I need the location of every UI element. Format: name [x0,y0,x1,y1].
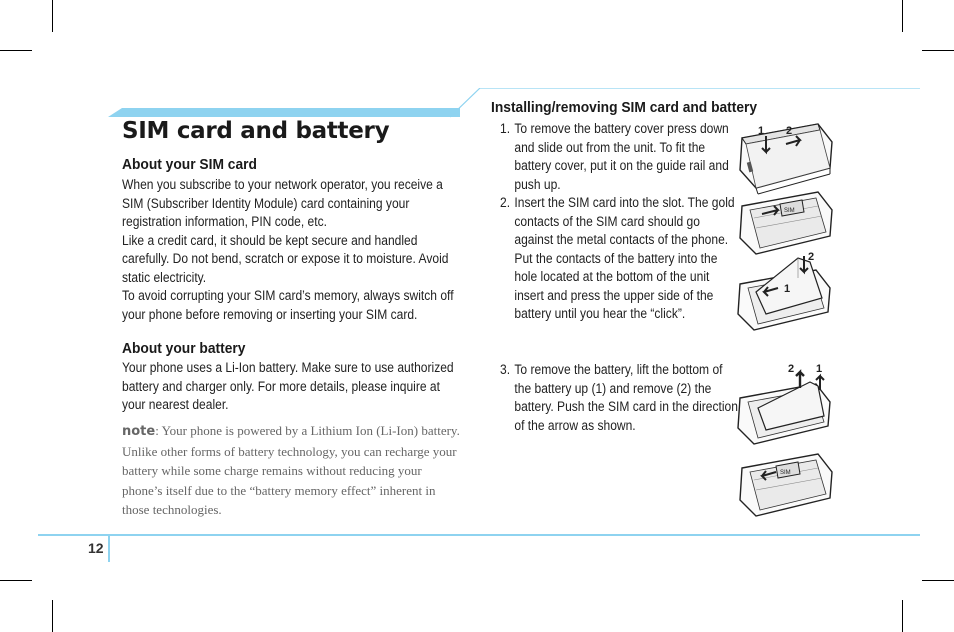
illustration-battery-removal [736,360,836,448]
header-band-left [108,108,460,117]
illustration-cover-removal [736,118,836,196]
phone-device-icon [740,454,832,516]
step-3 [500,361,739,435]
illustration-sim-removal [736,450,836,520]
about-sim-paragraph: Like a credit card, it should be kept secure and handled carefully. Do not bend, scratch or expose it to moisture. Avoid static electricity. [122,232,449,285]
note-block [122,421,462,520]
illustration-battery-insert [736,248,836,334]
crop-mark [922,580,954,581]
installing-heading: Installing/removing SIM card and battery [491,99,758,116]
about-sim-heading: About your SIM card [122,156,257,173]
page-title: SIM card and battery [122,118,390,144]
footer-rule [38,534,920,536]
footer-divider [108,534,110,562]
crop-mark [0,50,32,51]
step-text: To remove the battery cover press down and slide out from the unit. To fit the battery cover, put it on the guide rail and push up. [514,121,729,192]
page-number: 12 [88,540,104,556]
about-sim-section [122,156,462,324]
about-sim-paragraph: When you subscribe to your network operator, you receive a SIM (Subscriber Identity Module) card containing your registration information, PIN code, etc. [122,177,443,229]
about-battery-heading: About your battery [122,340,246,357]
crop-mark [922,50,954,51]
step-text: To remove the battery, lift the bottom of the battery up (1) and remove (2) the battery. Push the SIM card in the direction of the arrow as shown. [514,362,738,433]
about-battery-section [122,340,462,415]
crop-mark [0,580,32,581]
step-list [500,120,740,324]
crop-mark [902,0,903,32]
figure-step-label: 1 [758,125,765,137]
about-battery-body [122,359,462,415]
crop-mark [52,0,53,32]
about-battery-paragraph: Your phone uses a Li-Ion battery. Make sure to use authorized battery and charger only. For more details, please inquire at your nearest dealer. [122,360,454,412]
installing-section [491,99,780,116]
about-sim-body [122,176,462,324]
sim-card-label: SIM [780,470,791,476]
step-text: Insert the SIM card into the slot. The gold contacts of the SIM card should go against the metal contacts of the phone. Put the contacts of the battery into the hole located at the bottom of the unit insert and press the upper side of the battery until you hear the “click”. [514,195,735,321]
crop-mark [902,600,903,632]
figure-step-label: 1 [784,283,791,295]
step-number: 1. [500,121,511,136]
figure-step-label: 2 [808,251,815,263]
note-label: note [122,424,156,439]
crop-mark [52,600,53,632]
phone-device-icon [740,192,832,254]
figure-step-label: 2 [788,363,795,375]
figure-step-label: 2 [786,125,793,137]
step-list-continued [500,361,740,435]
step-number: 2. [500,195,511,210]
step-1 [500,120,739,194]
step-2 [500,194,739,324]
sim-card-label: SIM [784,208,795,214]
figure-step-label: 1 [816,363,823,375]
about-sim-paragraph: To avoid corrupting your SIM card’s memory, always switch off your phone before removing or inserting your SIM card. [122,288,454,322]
step-number: 3. [500,362,511,377]
note-text: : Your phone is powered by a Lithium Ion (Li-Ion) battery. Unlike other forms of battery technology, you can recharge your battery while some charge remains without reducing your phone’s itself due to the “battery memory effect” inherent in those technologies. [122,423,460,517]
